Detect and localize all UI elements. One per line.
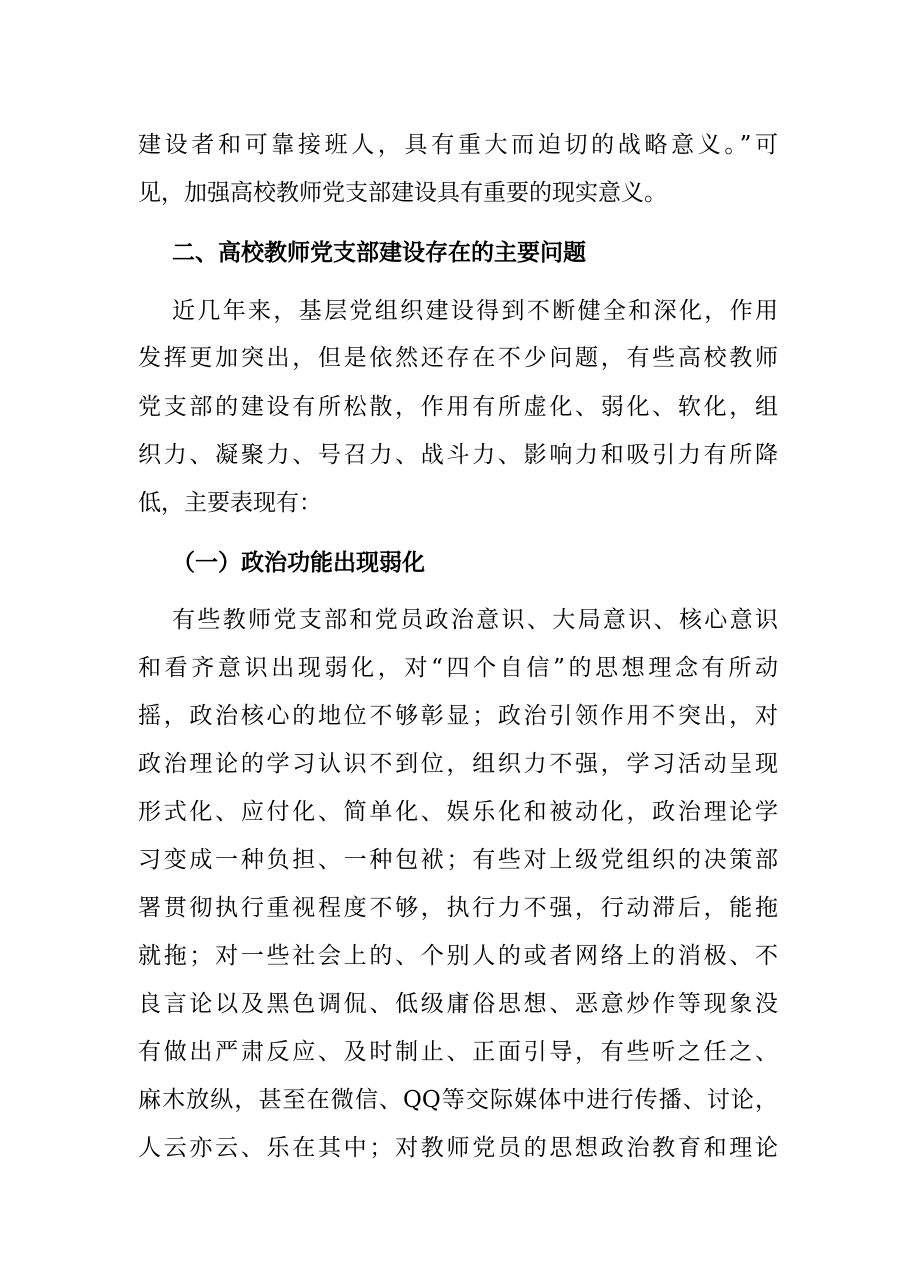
paragraph-line: 习变成一种负担、一种包袱；有些对上级党组织的决策部 [138,847,778,873]
subsection-heading: （一）政治功能出现弱化 [172,549,425,576]
paragraph-line: 有些教师党支部和党员政治意识、大局意识、核心意识 [172,607,778,633]
paragraph-line: 有做出严肃反应、及时制止、正面引导，有些听之任之、 [138,1039,778,1065]
paragraph-line: 党支部的建设有所松散，作用有所虚化、弱化、软化，组 [138,394,778,420]
paragraph-line: 见，加强高校教师党支部建设具有重要的现实意义。 [138,180,667,206]
paragraph-line: 低，主要表现有： [138,490,322,516]
paragraph-line: 人云亦云、乐在其中；对教师党员的思想政治教育和理论 [138,1135,778,1161]
paragraph-line: 署贯彻执行重视程度不够，执行力不强，行动滞后，能拖 [138,895,778,921]
paragraph-line: 就拖；对一些社会上的、个别人的或者网络上的消极、不 [138,943,778,969]
paragraph-line: 政治理论的学习认识不到位，组织力不强，学习活动呈现 [138,751,778,777]
paragraph-line: 织力、凝聚力、号召力、战斗力、影响力和吸引力有所降 [138,442,778,468]
paragraph-line: 摇，政治核心的地位不够彰显；政治引领作用不突出，对 [138,703,778,729]
paragraph-line: 和看齐意识出现弱化，对“四个自信”的思想理念有所动 [138,655,778,681]
paragraph-line: 近几年来，基层党组织建设得到不断健全和深化，作用 [172,298,778,324]
paragraph-line: 形式化、应付化、简单化、娱乐化和被动化，政治理论学 [138,799,778,825]
section-heading: 二、高校教师党支部建设存在的主要问题 [172,239,586,266]
paragraph-line: 麻木放纵，甚至在微信、QQ等交际媒体中进行传播、讨论， [138,1087,778,1113]
paragraph-line: 建设者和可靠接班人，具有重大而迫切的战略意义。”可 [138,132,778,158]
paragraph-line: 发挥更加突出，但是依然还存在不少问题，有些高校教师 [138,345,778,371]
paragraph-line: 良言论以及黑色调侃、低级庸俗思想、恶意炒作等现象没 [138,991,778,1017]
